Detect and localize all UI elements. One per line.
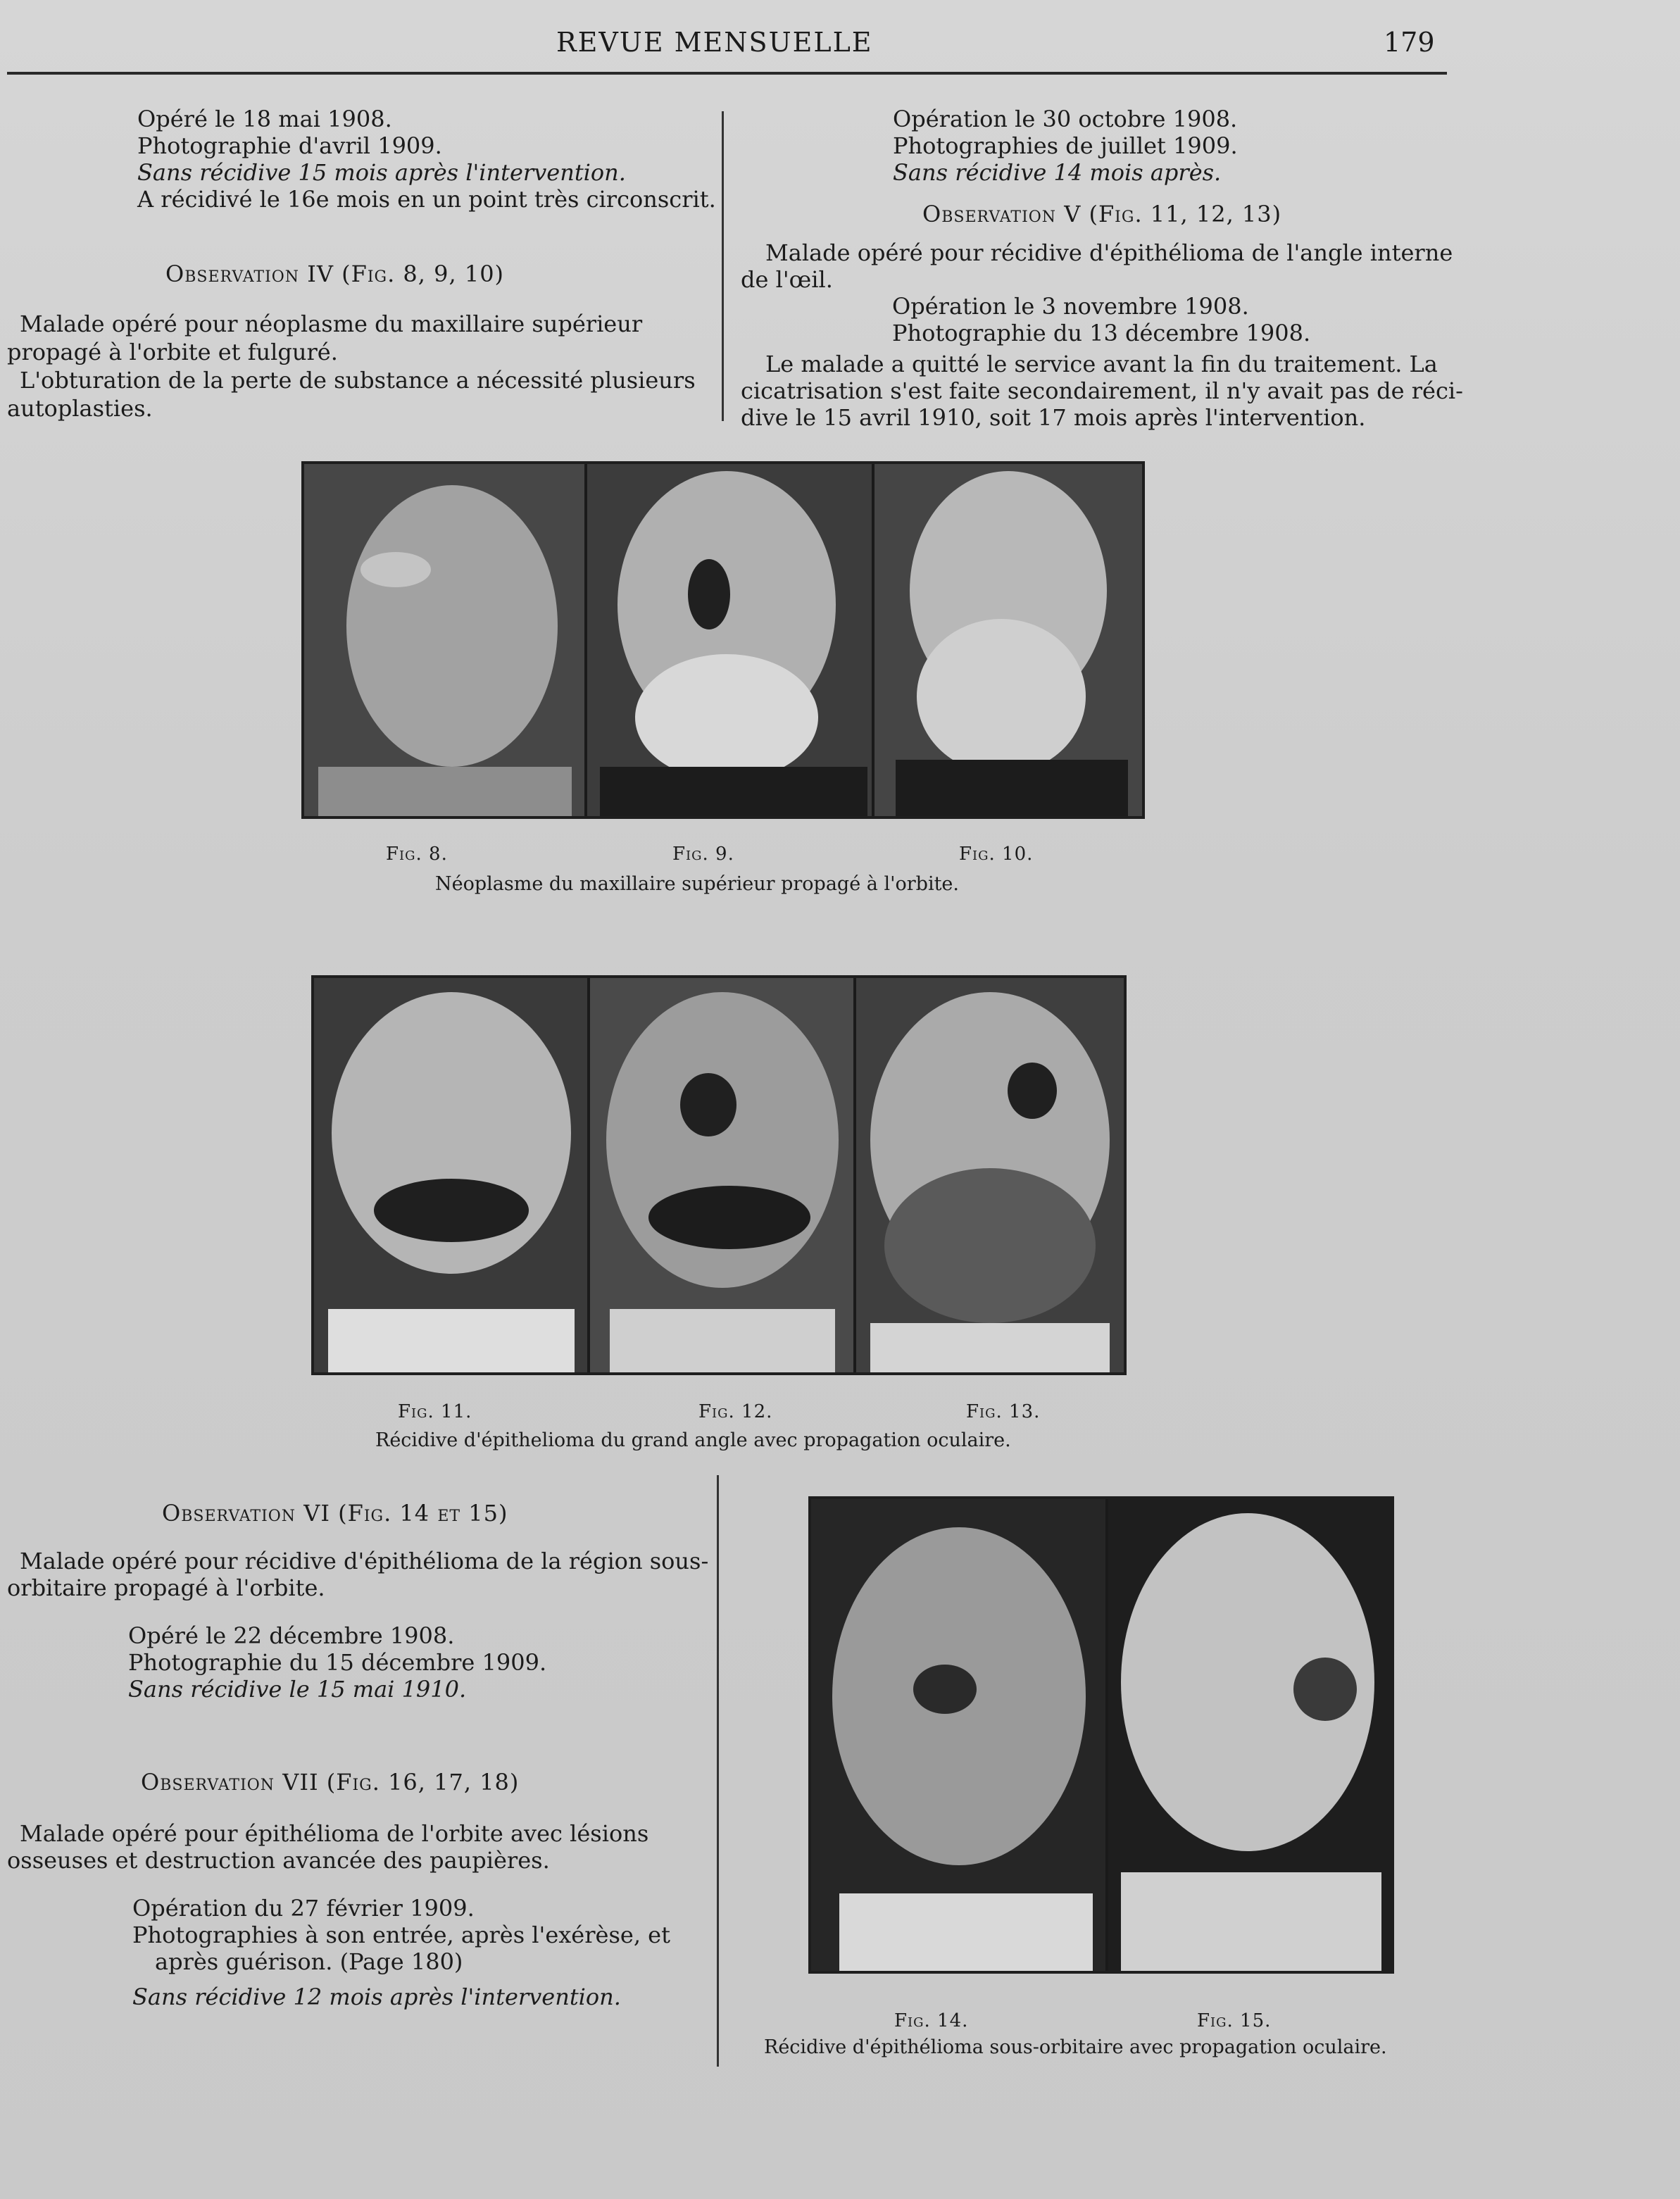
obs5-body	[741, 239, 1463, 431]
obs5-heading: Observation V (Fig. 11, 12, 13)	[922, 201, 1282, 227]
header-rule	[7, 72, 1447, 75]
text-line: Photographies à son entrée, après l'exérèse, et	[132, 1922, 670, 1948]
text-line: A récidivé le 16e mois en un point très circonscrit.	[137, 186, 716, 213]
obs4-body	[7, 310, 696, 422]
figure-caption: Récidive d'épithélioma sous-orbitaire avec propagation oculaire.	[764, 2036, 1387, 2058]
text-line: après guérison. (Page 180)	[155, 1948, 463, 1975]
obs4-heading: Observation IV (Fig. 8, 9, 10)	[165, 261, 505, 287]
text-line: Sans récidive 14 mois après.	[893, 159, 1222, 186]
text-line: de l'œil.	[741, 266, 833, 293]
text-line: L'obturation de la perte de substance a nécessité plusieurs	[20, 367, 696, 394]
text-line: Malade opéré pour récidive d'épithélioma de la région sous-	[20, 1548, 709, 1574]
figure-set-8-10	[301, 461, 1145, 819]
left-top-block	[137, 106, 716, 213]
right-top-block	[893, 106, 1238, 186]
figure-caption: Néoplasme du maxillaire supérieur propagé à l'orbite.	[435, 873, 959, 895]
fig-label: Fig. 9.	[672, 844, 734, 865]
fig-label: Fig. 12.	[698, 1401, 773, 1422]
fig-label: Fig. 8.	[386, 844, 448, 865]
running-title: REVUE MENSUELLE	[556, 27, 873, 58]
text-line: osseuses et destruction avancée des paupières.	[7, 1847, 550, 1874]
text-line: Opéré le 18 mai 1908.	[137, 106, 392, 132]
text-line: propagé à l'orbite et fulguré.	[7, 339, 338, 365]
text-line: Opération le 30 octobre 1908.	[893, 106, 1238, 132]
text-line: Opération du 27 février 1909.	[132, 1895, 475, 1922]
obs7-body	[7, 1820, 670, 2010]
text-line: Photographie du 15 décembre 1909.	[128, 1649, 547, 1676]
text-line: Sans récidive 15 mois après l'intervention.	[137, 159, 626, 186]
text-line: autoplasties.	[7, 395, 153, 422]
column-divider-bottom	[717, 1475, 719, 2067]
figure-set-11-13	[311, 975, 1127, 1375]
text-line: Photographie d'avril 1909.	[137, 132, 442, 159]
text-line: Opération le 3 novembre 1908.	[892, 293, 1249, 320]
obs6-heading: Observation VI (Fig. 14 et 15)	[162, 1500, 508, 1527]
fig-label: Fig. 10.	[959, 844, 1034, 865]
text-line: Sans récidive le 15 mai 1910.	[128, 1676, 467, 1703]
obs7-heading: Observation VII (Fig. 16, 17, 18)	[141, 1769, 520, 1796]
obs6-body	[7, 1548, 708, 1703]
text-line: Photographie du 13 décembre 1908.	[892, 320, 1311, 346]
figure-set-14-15	[808, 1496, 1394, 1974]
text-line: cicatrisation s'est faite secondairement, il n'y avait pas de réci-	[741, 377, 1463, 404]
fig-label: Fig. 14.	[894, 2010, 969, 2031]
text-line: Sans récidive 12 mois après l'intervention.	[132, 1984, 621, 2010]
text-line: Malade opéré pour récidive d'épithélioma de l'angle interne	[765, 239, 1453, 266]
figure-caption: Récidive d'épithelioma du grand angle avec propagation oculaire.	[375, 1429, 1011, 1451]
fig-label: Fig. 11.	[398, 1401, 472, 1422]
text-line: Le malade a quitté le service avant la fin du traitement. La	[765, 351, 1438, 377]
text-line: dive le 15 avril 1910, soit 17 mois après l'intervention.	[741, 404, 1366, 431]
text-line: Opéré le 22 décembre 1908.	[128, 1622, 455, 1649]
fig-label: Fig. 15.	[1197, 2010, 1272, 2031]
page-number: 179	[1384, 27, 1435, 58]
column-divider-top	[722, 111, 724, 421]
text-line: Photographies de juillet 1909.	[893, 132, 1238, 159]
text-line: Malade opéré pour néoplasme du maxillaire supérieur	[20, 311, 643, 337]
text-line: Malade opéré pour épithélioma de l'orbite avec lésions	[20, 1820, 649, 1847]
text-line: orbitaire propagé à l'orbite.	[7, 1574, 325, 1601]
fig-label: Fig. 13.	[966, 1401, 1041, 1422]
